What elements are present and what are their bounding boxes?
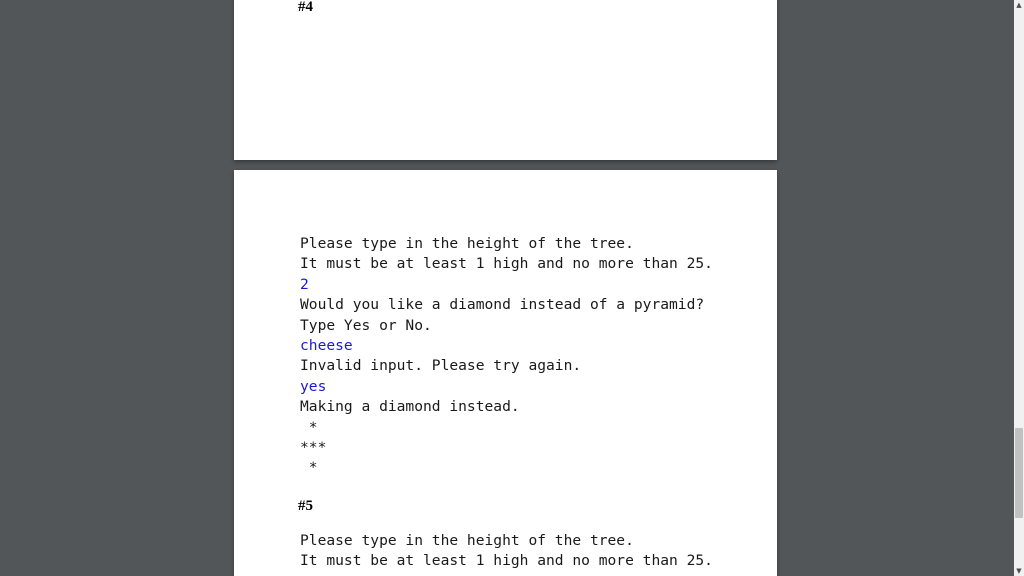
console-line: It must be at least 1 high and no more than 25.	[300, 255, 713, 273]
console-line: Making a diamond instead.	[300, 398, 520, 416]
diamond-line: ***	[300, 438, 327, 456]
console-user-input: cheese	[300, 336, 353, 354]
console-user-input: yes	[300, 377, 327, 395]
console-user-input: 2	[300, 275, 309, 293]
diamond-line: *	[300, 459, 318, 477]
diamond-line: *	[300, 418, 318, 436]
section-heading-4: #4	[298, 0, 313, 15]
scroll-down-arrow-icon[interactable]: ▼	[1016, 567, 1022, 575]
console-output-block-4	[300, 234, 713, 479]
console-line: It must be at least 1 high and no more than 25.	[300, 552, 713, 570]
console-line: Invalid input. Please try again.	[300, 357, 582, 375]
scroll-up-arrow-icon[interactable]: ▲	[1016, 1, 1022, 9]
console-line: Type Yes or No.	[300, 316, 432, 334]
console-line: Please type in the height of the tree.	[300, 235, 634, 252]
scrollbar-thumb[interactable]	[1015, 428, 1023, 518]
section-heading-5: #5	[298, 498, 313, 514]
console-line: Would you like a diamond instead of a pyramid?	[300, 296, 705, 314]
page-4	[234, 0, 777, 160]
console-line: Please type in the height of the tree.	[300, 532, 634, 549]
vertical-scrollbar[interactable]	[1014, 0, 1024, 576]
page-5	[234, 170, 777, 576]
console-output-block-5	[300, 531, 713, 572]
